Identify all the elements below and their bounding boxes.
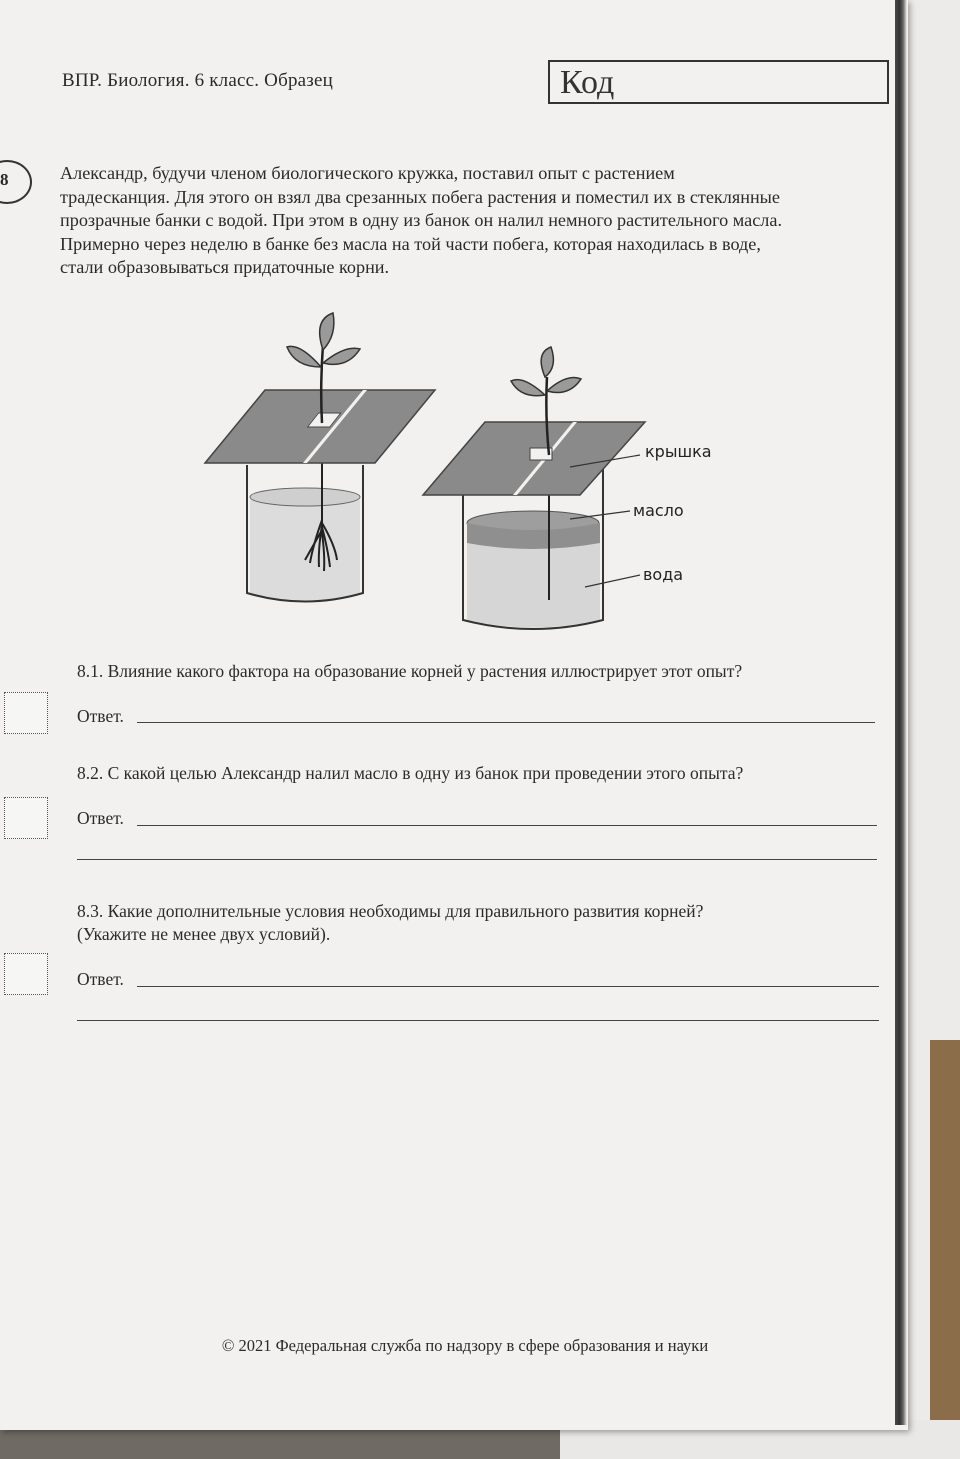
score-box-8-2[interactable] bbox=[4, 797, 48, 839]
question-8-1 bbox=[77, 660, 742, 683]
task-intro-text bbox=[60, 162, 878, 280]
intro-line: прозрачные банки с водой. При этом в одну из банок он налил немного растительного масла. bbox=[60, 210, 782, 230]
task-number: 8 bbox=[0, 170, 9, 189]
answer-label: Ответ. bbox=[77, 808, 124, 828]
desk-background-wood bbox=[930, 1040, 960, 1459]
score-box-8-3[interactable] bbox=[4, 953, 48, 995]
answer-line-8-2[interactable] bbox=[137, 825, 877, 826]
question-8-3 bbox=[77, 900, 703, 946]
water-label: вода bbox=[643, 565, 684, 584]
answer-label: Ответ. bbox=[77, 969, 124, 989]
page-header-title: ВПР. Биология. 6 класс. Образец bbox=[62, 70, 333, 91]
code-field[interactable] bbox=[548, 60, 889, 104]
experiment-figure bbox=[195, 305, 735, 635]
intro-line: Александр, будучи членом биологического кружка, поставил опыт с растением bbox=[60, 163, 675, 183]
experiment-illustration bbox=[195, 305, 735, 635]
intro-line: стали образовываться придаточные корни. bbox=[60, 257, 390, 277]
question-text: 8.3. Какие дополнительные условия необходимы для правильного развития корней? bbox=[77, 901, 704, 921]
intro-line: Примерно через неделю в банке без масла на той части побега, которая находилась в воде, bbox=[60, 233, 761, 254]
intro-line: традесканция. Для этого он взял два срезанных побега растения и поместил их в стеклянные bbox=[60, 186, 780, 207]
question-text: 8.1. Влияние какого фактора на образование корней у растения иллюстрирует этот опыт? bbox=[77, 661, 743, 681]
answer-label: Ответ. bbox=[77, 706, 124, 726]
answer-line-8-2-extra[interactable] bbox=[77, 859, 877, 860]
question-text: 8.2. С какой целью Александр налил масло в одну из банок при проведении этого опыта? bbox=[77, 763, 744, 783]
page-footer-copyright: © 2021 Федеральная служба по надзору в сфере образования и науки bbox=[221, 1336, 709, 1355]
jar-with-oil bbox=[423, 347, 645, 629]
question-text: (Укажите не менее двух условий). bbox=[77, 924, 331, 944]
question-8-2 bbox=[77, 762, 743, 785]
answer-line-8-3-extra[interactable] bbox=[77, 1020, 879, 1021]
oil-label: масло bbox=[633, 501, 684, 520]
answer-line-8-1[interactable] bbox=[137, 722, 875, 723]
score-box-8-1[interactable] bbox=[4, 692, 48, 734]
page-edge-shadow bbox=[895, 0, 907, 1425]
lid-label: крышка bbox=[645, 442, 712, 461]
code-label: Код bbox=[560, 64, 615, 101]
answer-line-8-3[interactable] bbox=[137, 986, 879, 987]
jar-without-oil bbox=[205, 313, 435, 603]
